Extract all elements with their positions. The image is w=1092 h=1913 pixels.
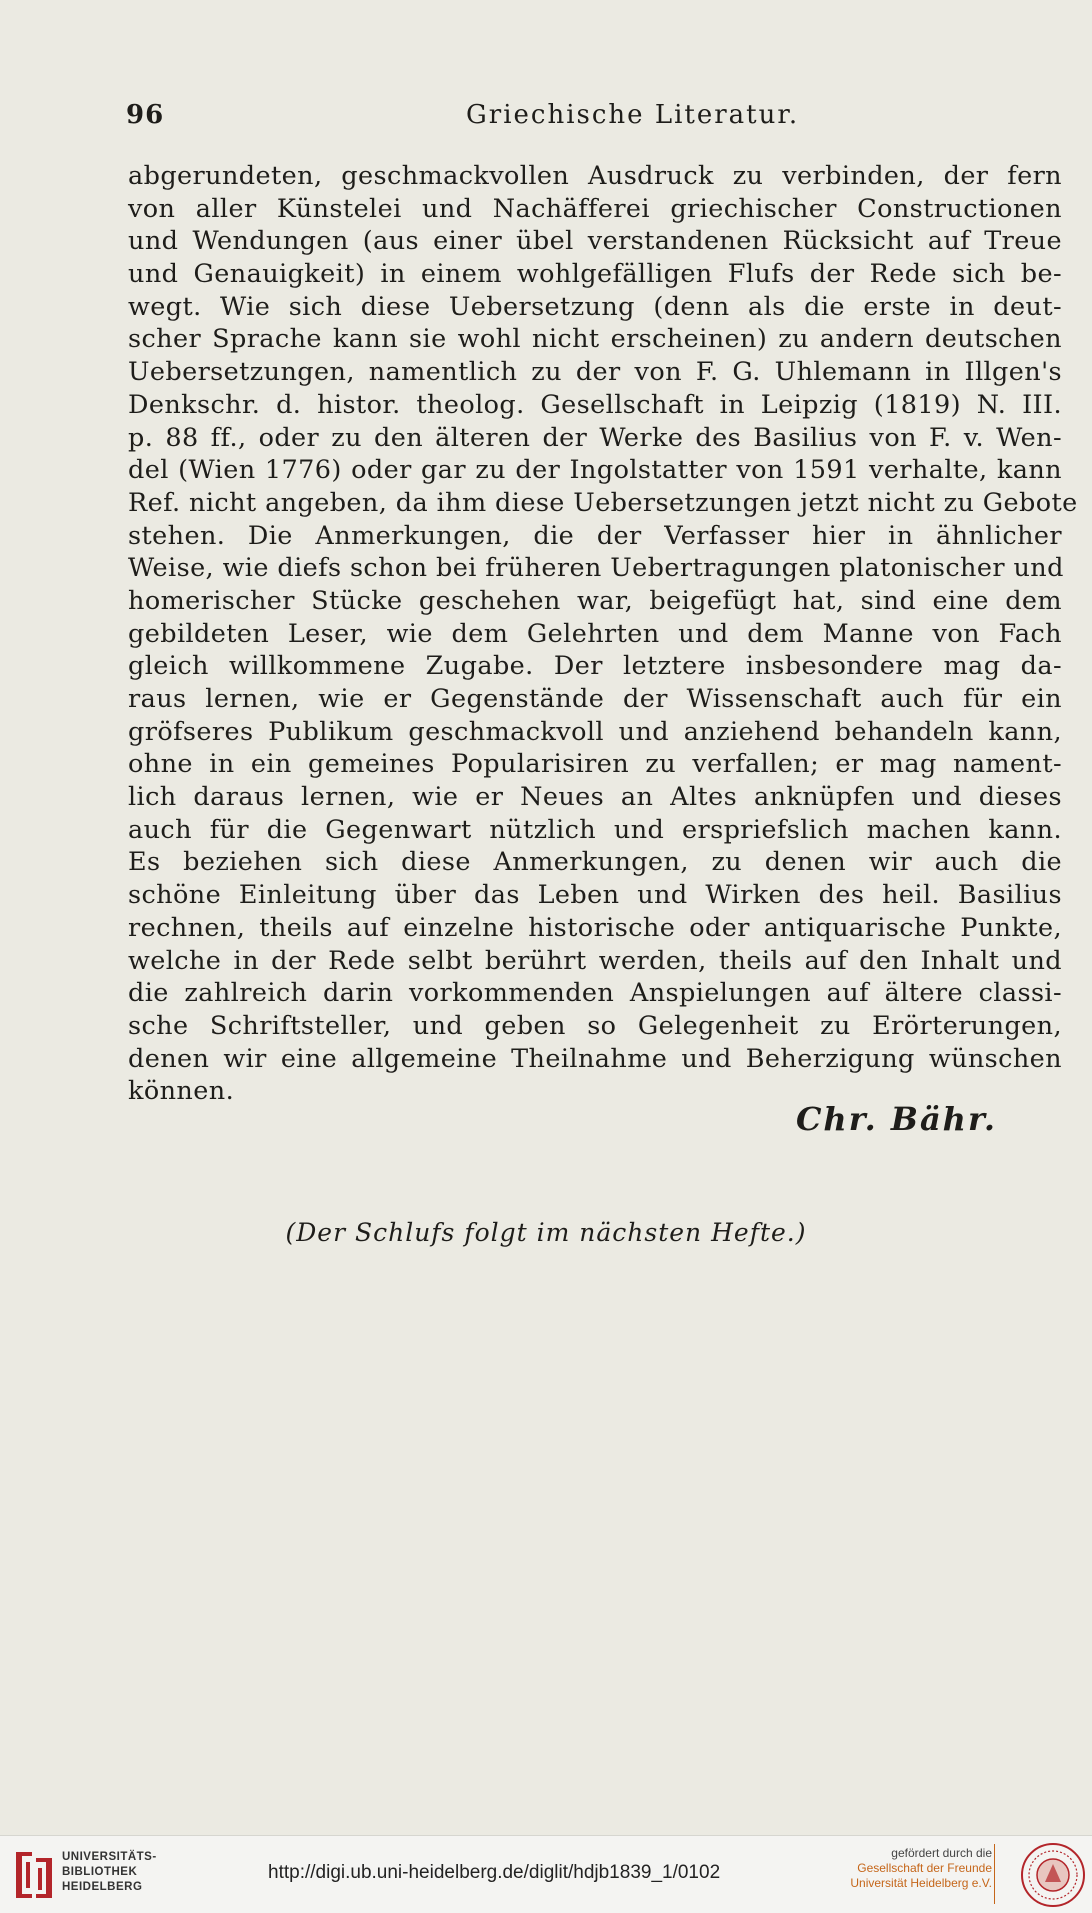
text-line: abgerundeten, geschmackvollen Ausdruck zu verbinden, der fern bbox=[128, 161, 1062, 191]
text-line: auch für die Gegenwart nützlich und erspriefslich machen kann. bbox=[128, 814, 1062, 845]
text-line: scher Sprache kann sie wohl nicht erscheinen) zu andern deutschen bbox=[128, 324, 1062, 355]
body-text bbox=[128, 160, 1078, 1108]
library-name-line: HEIDELBERG bbox=[62, 1881, 143, 1893]
funding-org-line: Universität Heidelberg e.V. bbox=[850, 1876, 992, 1890]
university-library-logo-icon bbox=[12, 1848, 56, 1902]
page-header bbox=[126, 100, 1056, 140]
funding-label: gefördert durch die bbox=[891, 1846, 992, 1860]
text-line: wegt. Wie sich diese Uebersetzung (denn als die erste in deut- bbox=[128, 291, 1062, 322]
source-url-link[interactable]: http://digi.ub.uni-heidelberg.de/diglit/hdjb1839_1/0102 bbox=[268, 1862, 721, 1883]
text-line: von aller Künstelei und Nachäfferei griechischer Constructionen bbox=[128, 193, 1062, 224]
text-line: lich daraus lernen, wie er Neues an Altes anknüpfen und dieses bbox=[128, 782, 1062, 813]
text-line: sche Schriftsteller, und geben so Gelegenheit zu Erörterungen, bbox=[128, 1010, 1062, 1041]
text-line: können. bbox=[128, 1076, 235, 1107]
text-line: die zahlreich darin vorkommenden Anspielungen auf ältere classi- bbox=[128, 978, 1062, 1009]
text-line: raus lernen, wie er Gegenstände der Wissenschaft auch für ein bbox=[128, 684, 1062, 714]
text-line: denen wir eine allgemeine Theilnahme und Beherzigung wünschen bbox=[128, 1043, 1062, 1074]
text-line: Weise, wie diefs schon bei früheren Uebertragungen platonischer und bbox=[128, 553, 1064, 584]
text-line: und Genauigkeit) in einem wohlgefälligen Flufs der Rede sich be- bbox=[128, 259, 1062, 290]
funding-divider bbox=[994, 1844, 995, 1904]
text-line: gebildeten Leser, wie dem Gelehrten und dem Manne von Fach bbox=[128, 618, 1062, 649]
text-line: ohne in ein gemeines Popularisiren zu verfallen; er mag nament- bbox=[128, 749, 1062, 780]
text-line: gröfseres Publikum geschmackvoll und anziehend behandeln kann, bbox=[128, 716, 1062, 747]
text-line: Denkschr. d. histor. theolog. Gesellschaft in Leipzig (1819) N. III. bbox=[128, 389, 1062, 420]
text-line: del (Wien 1776) oder gar zu der Ingolstatter von 1591 verhalte, kann bbox=[128, 455, 1062, 486]
author-signature: Chr. Bähr. bbox=[795, 1100, 997, 1138]
text-line: und Wendungen (aus einer übel verstandenen Rücksicht auf Treue bbox=[128, 226, 1062, 257]
library-name-line: BIBLIOTHEK bbox=[62, 1866, 138, 1878]
text-line: p. 88 ff., oder zu den älteren der Werke des Basilius von F. v. Wen- bbox=[128, 422, 1062, 453]
text-line: stehen. Die Anmerkungen, die der Verfasser hier in ähnlicher bbox=[128, 520, 1062, 551]
text-line: schöne Einleitung über das Leben und Wirken des heil. Basilius bbox=[128, 880, 1062, 911]
funding-credit bbox=[850, 1846, 992, 1891]
library-name bbox=[62, 1850, 157, 1895]
university-seal-icon bbox=[1020, 1842, 1086, 1908]
text-line: Uebersetzungen, namentlich zu der von F. G. Uhlemann in Illgen's bbox=[128, 357, 1062, 388]
continuation-note: (Der Schlufs folgt im nächsten Hefte.) bbox=[285, 1218, 807, 1247]
library-name-line: UNIVERSITÄTS- bbox=[62, 1851, 157, 1863]
text-line: gleich willkommene Zugabe. Der letztere insbesondere mag da- bbox=[128, 651, 1062, 682]
text-line: rechnen, theils auf einzelne historische oder antiquarische Punkte, bbox=[128, 912, 1062, 943]
footer-bar bbox=[0, 1835, 1092, 1913]
text-line: Ref. nicht angeben, da ihm diese Uebersetzungen jetzt nicht zu Gebote bbox=[128, 487, 1078, 518]
text-line: Es beziehen sich diese Anmerkungen, zu denen wir auch die bbox=[128, 847, 1062, 878]
text-line: welche in der Rede selbt berührt werden, theils auf den Inhalt und bbox=[128, 945, 1062, 976]
text-line: homerischer Stücke geschehen war, beigefügt hat, sind eine dem bbox=[128, 585, 1062, 616]
page-number: 96 bbox=[126, 100, 165, 130]
running-title: Griechische Literatur. bbox=[466, 100, 800, 130]
funding-org-line: Gesellschaft der Freunde bbox=[857, 1861, 992, 1875]
